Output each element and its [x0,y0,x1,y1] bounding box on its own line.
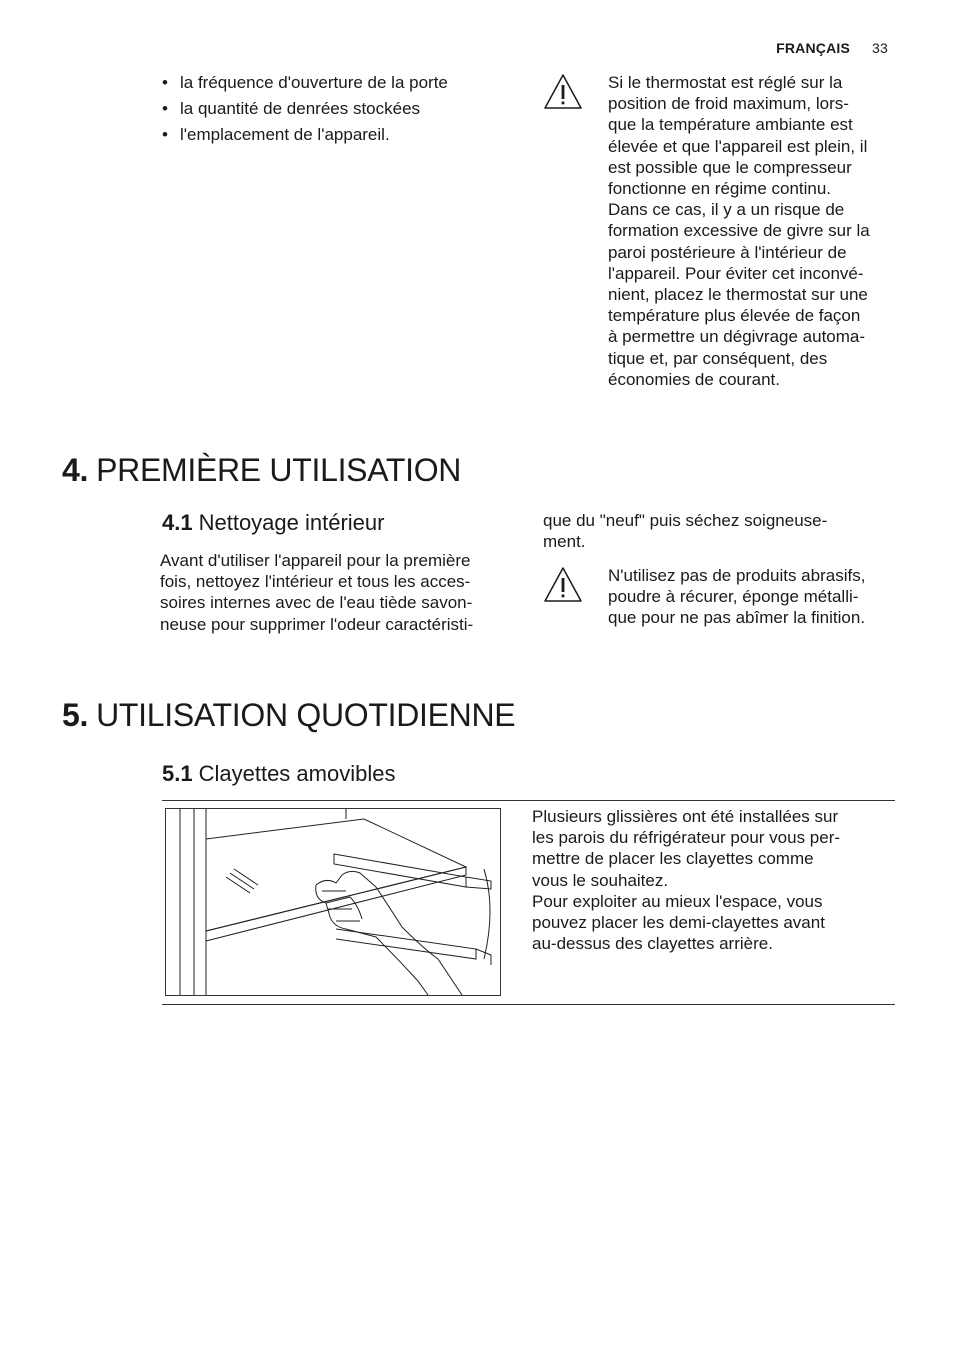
text-line: tique et, par conséquent, des [608,348,828,368]
section-4-1-title: Nettoyage intérieur [198,510,385,535]
section-5-number: 5. [62,697,89,733]
section-5-1-number: 5.1 [162,761,193,786]
text-line: Dans ce cas, il y a un risque de [608,200,845,220]
section-5-1-title: Clayettes amovibles [198,761,396,786]
text-line: au-dessus des clayettes arrière. [532,934,773,954]
text-line: paroi postérieure à l'intérieur de [608,242,847,262]
text-line: soires internes avec de l'eau tiède savon- [160,593,473,613]
warning-thermostat-text [608,72,903,390]
bullet-list-block [162,72,522,150]
text-line: économies de courant. [608,369,780,389]
header-language: FRANÇAIS [776,40,851,56]
page-header [776,40,888,56]
section-5-1-heading [162,761,395,787]
section-4-1-number: 4.1 [162,510,193,535]
bullet-list [162,72,522,145]
text-line: fois, nettoyez l'intérieur et tous les acces- [160,572,471,592]
text-line: que du "neuf" puis séchez soigneuse- [543,511,828,530]
text-line: Pour exploiter au mieux l'espace, vous [532,891,823,911]
page-number: 33 [872,40,888,56]
text-line: les parois du réfrigérateur pour vous per- [532,828,841,848]
text-line: Avant d'utiliser l'appareil pour la première [160,551,471,570]
cleaning-text-right [543,510,903,552]
shelves-text [532,806,902,954]
bottom-rule [162,1004,895,1005]
list-item: • la fréquence d'ouverture de la porte [162,72,522,93]
text-line: à permettre un dégivrage automa- [608,327,866,347]
top-rule [162,800,895,801]
shelf-illustration-frame [165,808,501,996]
text-line: neuse pour supprimer l'odeur caractéristi- [160,614,474,634]
text-line: vous le souhaitez. [532,870,669,890]
warning-abrasive-text [608,565,903,629]
text-line: Si le thermostat est réglé sur la [608,73,843,92]
text-line: que pour ne pas abîmer la finition. [608,608,866,628]
text-line: que la température ambiante est [608,115,853,135]
text-line: fonctionne en régime continu. [608,179,832,199]
text-line: N'utilisez pas de produits abrasifs, [608,566,866,585]
text-line: mettre de placer les clayettes comme [532,849,814,869]
text-line: température plus élevée de façon [608,306,861,326]
section-4-number: 4. [62,452,89,488]
warning-triangle-icon [543,73,583,111]
cleaning-text-left [160,550,520,635]
section-4-1-heading [162,510,384,536]
text-line: position de froid maximum, lors- [608,94,849,114]
section-4-title: PREMIÈRE UTILISATION [96,452,462,488]
text-line: pouvez placer les demi-clayettes avant [532,913,825,933]
text-line: l'appareil. Pour éviter cet inconvé- [608,263,864,283]
list-item: • l'emplacement de l'appareil. [162,124,522,145]
text-line: élevée et que l'appareil est plein, il [608,136,868,156]
text-line: est possible que le compresseur [608,157,852,177]
text-line: poudre à récurer, éponge métalli- [608,587,859,607]
list-item: • la quantité de denrées stockées [162,98,522,119]
warning-triangle-icon [543,566,583,604]
section-5-title: UTILISATION QUOTIDIENNE [96,697,516,733]
text-line: ment. [543,532,586,552]
text-line: Plusieurs glissières ont été installées sur [532,807,839,826]
text-line: formation excessive de givre sur la [608,221,870,241]
section-4-heading [62,452,461,489]
section-5-heading [62,697,515,734]
shelf-illustration [166,809,500,995]
text-line: nient, placez le thermostat sur une [608,285,868,305]
